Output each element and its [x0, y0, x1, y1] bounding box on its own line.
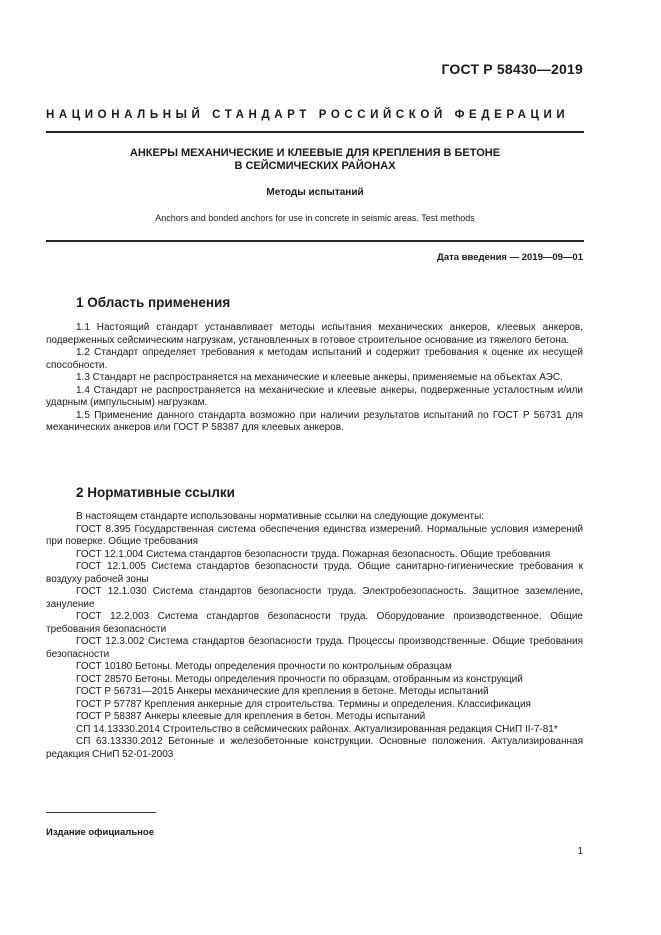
section-1-body	[46, 322, 583, 435]
section-2-heading: 2 Нормативные ссылки	[76, 485, 235, 500]
page-number: 1	[577, 846, 583, 857]
paragraph: 1.2 Стандарт определяет требования к методам испытаний и содержит требования к оценке их несущей способности.	[46, 347, 583, 371]
reference-item: ГОСТ 28570 Бетоны. Методы определения прочности по образцам, отобранным из конструкций	[76, 673, 523, 685]
reference-item: ГОСТ 10180 Бетоны. Методы определения прочности по контрольным образцам	[76, 661, 452, 672]
document-code: ГОСТ Р 58430—2019	[441, 61, 583, 77]
reference-item: ГОСТ 8.395 Государственная система обеспечения единства измерений. Нормальные условия измерений при поверке. Общие требования	[46, 523, 583, 547]
paragraph: В настоящем стандарте использованы нормативные ссылки на следующие документы:	[76, 511, 485, 522]
reference-item: ГОСТ 12.1.004 Система стандартов безопасности труда. Пожарная безопасность. Общие требования	[76, 548, 551, 560]
reference-item: ГОСТ Р 58387 Анкеры клеевые для крепления в бетон. Методы испытаний	[76, 711, 426, 722]
document-subtitle: Методы испытаний	[266, 187, 364, 198]
top-divider	[46, 131, 584, 133]
section-2-body	[46, 511, 583, 761]
reference-item: ГОСТ 12.1.005 Система стандартов безопасности труда. Общие санитарно-гигиенические требования к воздуху рабочей зоны	[46, 561, 583, 585]
national-standard-banner: НАЦИОНАЛЬНЫЙ СТАНДАРТ РОССИЙСКОЙ ФЕДЕРАЦИИ	[46, 109, 570, 121]
paragraph: 1.4 Стандарт не распространяется на механические и клеевые анкеры, подверженные усталостным и/или ударным (импульсным) нагрузкам.	[46, 384, 583, 408]
document-title	[46, 147, 584, 173]
paragraph: 1.5 Применение данного стандарта возможно при наличии результатов испытаний по ГОСТ Р 56731 для механических анкеров или ГОСТ Р 58387 для клеевых анкеров.	[46, 409, 583, 433]
reference-item: СП 14.13330.2014 Строительство в сейсмических районах. Актуализированная редакция СНиП II-7-81*	[76, 723, 558, 735]
reference-item: ГОСТ Р 57787 Крепления анкерные для строительства. Термины и определения. Классификация	[76, 698, 531, 710]
reference-item: СП 63.13330.2012 Бетонные и железобетонные конструкции. Основные положения. Актуализированная редакция СНиП 52-01-2003	[46, 736, 583, 760]
introduction-date: Дата введения — 2019—09—01	[437, 252, 583, 263]
reference-item: ГОСТ 12.1.030 Система стандартов безопасности труда. Электробезопасность. Защитное заземление, зануление	[46, 586, 583, 610]
paragraph: 1.1 Настоящий стандарт устанавливает методы испытания механических анкеров, клеевых анкеров, подверженных сейсмическим нагрузкам, установленных в готовое строительное основание из тяжелого бетона.	[46, 322, 583, 346]
reference-item: ГОСТ Р 56731—2015 Анкеры механические для крепления в бетоне. Методы испытаний	[76, 686, 489, 697]
reference-item: ГОСТ 12.3.002 Система стандартов безопасности труда. Процессы производственные. Общие требования безопасности	[46, 636, 583, 660]
edition-note: Издание официальное	[46, 827, 154, 838]
title-line-2: В СЕЙСМИЧЕСКИХ РАЙОНАХ	[234, 160, 396, 172]
title-divider	[46, 240, 584, 242]
paragraph: 1.3 Стандарт не распространяется на механические и клеевые анкеры, применяемые на объектах АЭС.	[76, 372, 563, 383]
english-title: Anchors and bonded anchors for use in concrete in seismic areas. Test methods	[155, 213, 475, 223]
section-1-heading: 1 Область применения	[76, 295, 231, 310]
footer-divider	[46, 812, 156, 813]
title-line-1: АНКЕРЫ МЕХАНИЧЕСКИЕ И КЛЕЕВЫЕ ДЛЯ КРЕПЛЕНИЯ В БЕТОНЕ	[129, 147, 501, 159]
reference-item: ГОСТ 12.2.003 Система стандартов безопасности труда. Оборудование производственное. Общие требования безопасности	[46, 611, 583, 635]
